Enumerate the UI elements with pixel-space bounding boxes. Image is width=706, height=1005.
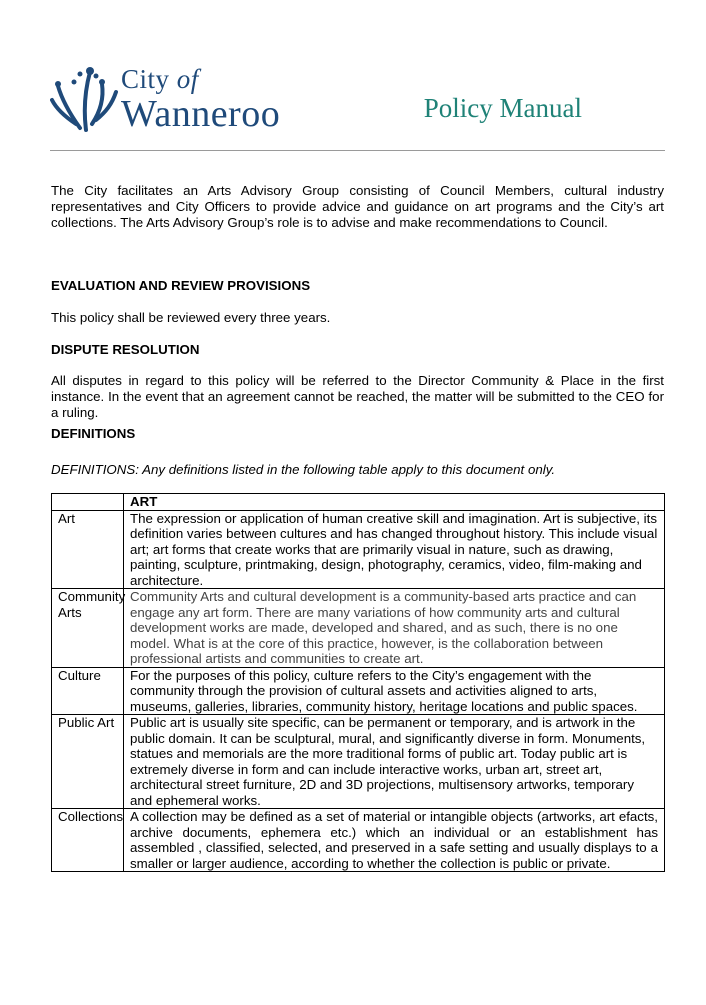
header-divider	[50, 150, 665, 151]
logo-wanneroo-text: Wanneroo	[121, 93, 281, 135]
table-header-row	[52, 494, 665, 511]
dispute-heading: DISPUTE RESOLUTION	[51, 342, 200, 357]
term-cell: Community Arts	[52, 589, 124, 668]
term-cell: Public Art	[52, 715, 124, 809]
table-row	[52, 715, 665, 809]
table-row	[52, 589, 665, 668]
evaluation-text: This policy shall be reviewed every three years.	[51, 310, 331, 325]
logo-city-text: City of	[121, 64, 199, 94]
definitions-note: DEFINITIONS: Any definitions listed in the following table apply to this document only.	[51, 462, 556, 477]
definition-cell: The expression or application of human creative skill and imagination. Art is subjective, its definition varies between cultures and has changed throughout history. This include visual art; art forms that create works that are primarily visual in nature, such as drawing, painting, sculpture, printmaking, design, photography, ceramics, video, film-making and architecture.	[124, 510, 665, 589]
definitions-table	[51, 493, 665, 872]
table-header-empty-cell	[52, 494, 124, 511]
definitions-heading: DEFINITIONS	[51, 426, 136, 441]
definition-cell: A collection may be defined as a set of material or intangible objects (artworks, art efacts, archive documents, ephemera etc.) which an individual or an establishment has assembled , classified, selected, and preserved in a safe setting and usually displays to a smaller or larger audience, according to whether the collection is public or private.	[124, 809, 665, 872]
evaluation-heading: EVALUATION AND REVIEW PROVISIONS	[51, 278, 311, 293]
definition-cell: Community Arts and cultural development is a community-based arts practice and can engage any art form. There are many variations of how community arts and cultural development works are made, developed and shared, and as such, there is no one model. What is at the core of this practice, however, is the collaboration between professional artists and communities to create art.	[124, 589, 665, 668]
table-row	[52, 510, 665, 589]
table-row	[52, 809, 665, 872]
definition-cell: For the purposes of this policy, culture refers to the City’s engagement with the community through the provision of cultural assets and activities aligned to arts, museums, galleries, libraries, community history, heritage locations and public spaces.	[124, 667, 665, 715]
city-logo	[50, 64, 300, 136]
term-cell: Culture	[52, 667, 124, 715]
definition-cell: Public art is usually site specific, can be permanent or temporary, and is artwork in the public domain. It can be sculptural, mural, and significantly diverse in form. Monuments, statues and memorials are the more traditional forms of public art. Today public art is extremely diverse in form and can include interactive works, urban art, street art, architectural street furniture, 2D and 3D projections, multisensory artworks, temporary and ephemeral works.	[124, 715, 665, 809]
term-cell: Art	[52, 510, 124, 589]
dispute-text: All disputes in regard to this policy will be referred to the Director Community & Place in the first instance. In the event that an agreement cannot be reached, the matter will be submitted to the CEO for a ruling.	[51, 373, 664, 420]
table-header-art: ART	[124, 494, 665, 511]
term-cell: Collections	[52, 809, 124, 872]
banksia-logo-icon	[50, 64, 120, 134]
intro-paragraph: The City facilitates an Arts Advisory Group consisting of Council Members, cultural industry representatives and City Officers to provide advice and guidance on art programs and the City’s art collections. The Arts Advisory Group’s role is to advise and make recommendations to Council.	[51, 183, 664, 230]
policy-manual-title: Policy Manual	[423, 93, 582, 123]
table-row	[52, 667, 665, 715]
